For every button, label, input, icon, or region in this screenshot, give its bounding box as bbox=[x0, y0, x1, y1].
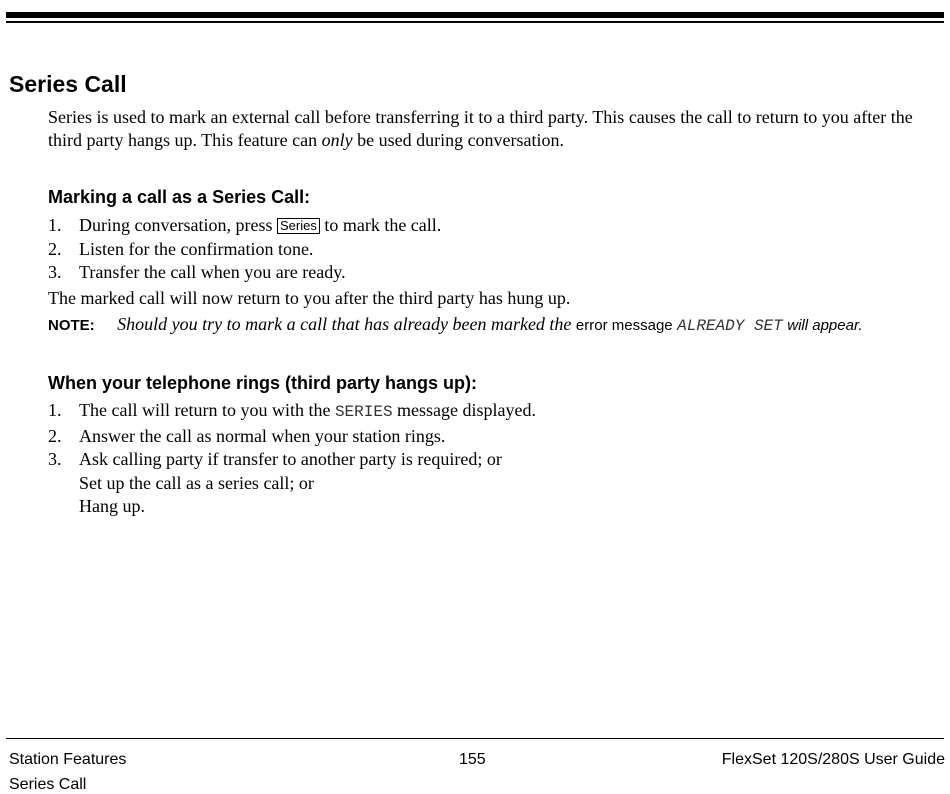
note-display-message: ALREADY SET bbox=[677, 317, 783, 335]
intro-emphasis: only bbox=[321, 130, 353, 150]
list-item bbox=[48, 238, 441, 262]
list-item bbox=[48, 261, 441, 285]
series-key-label: Series bbox=[277, 218, 320, 234]
intro-paragraph bbox=[48, 106, 938, 152]
step-text: Answer the call as normal when your station rings. bbox=[79, 425, 446, 446]
step-option: Set up the call as a series call; or bbox=[79, 472, 314, 493]
marked-call-text: The marked call will now return to you after the third party has hung up. bbox=[48, 288, 571, 308]
rings-heading: When your telephone rings (third party hangs up): bbox=[48, 373, 478, 393]
step-option: Hang up. bbox=[79, 496, 145, 516]
step-text-end: to mark the call. bbox=[319, 215, 442, 235]
marking-heading: Marking a call as a Series Call: bbox=[48, 187, 311, 207]
footer-chapter: Station Features bbox=[9, 751, 127, 768]
step-number: 2. bbox=[48, 425, 62, 446]
note-end-text: will appear. bbox=[787, 317, 863, 334]
step-option: Ask calling party if transfer to another party is required; or bbox=[79, 449, 502, 469]
list-item bbox=[48, 214, 441, 238]
step-text: During conversation, press bbox=[79, 215, 277, 235]
list-item bbox=[48, 448, 536, 519]
step-number: 3. bbox=[48, 449, 62, 469]
step-text: Listen for the confirmation tone. bbox=[79, 238, 314, 259]
list-item bbox=[48, 425, 536, 449]
step-number: 1. bbox=[48, 215, 62, 235]
note-error-text: error message bbox=[575, 317, 673, 334]
header-rule-thick bbox=[6, 12, 944, 18]
note bbox=[48, 314, 863, 335]
footer-section: Series Call bbox=[9, 776, 87, 793]
rings-steps-list bbox=[48, 399, 536, 519]
note-italic-text: Should you try to mark a call that has already been marked the bbox=[117, 314, 572, 334]
note-label: NOTE: bbox=[48, 317, 95, 334]
series-display-message: SERIES bbox=[334, 403, 393, 421]
footer-guide-title: FlexSet 120S/280S User Guide bbox=[721, 751, 945, 768]
step-number: 3. bbox=[48, 262, 62, 282]
footer-rule bbox=[6, 738, 944, 739]
step-number: 2. bbox=[48, 238, 62, 259]
list-item bbox=[48, 399, 536, 425]
step-number: 1. bbox=[48, 400, 62, 420]
page-number: 155 bbox=[459, 751, 486, 768]
intro-text-a: Series is used to mark an external call before transferring it to a third party. This causes the call to return to you after the third party hangs up. This feature can bbox=[48, 107, 913, 150]
intro-text-b: be used during conversation. bbox=[352, 130, 565, 150]
marking-steps-list bbox=[48, 214, 441, 285]
step-text: The call will return to you with the bbox=[79, 400, 335, 420]
step-text-end: message displayed. bbox=[392, 400, 537, 420]
header-rule-thin bbox=[6, 21, 944, 23]
section-title: Series Call bbox=[9, 71, 127, 97]
step-text: Transfer the call when you are ready. bbox=[79, 262, 346, 282]
